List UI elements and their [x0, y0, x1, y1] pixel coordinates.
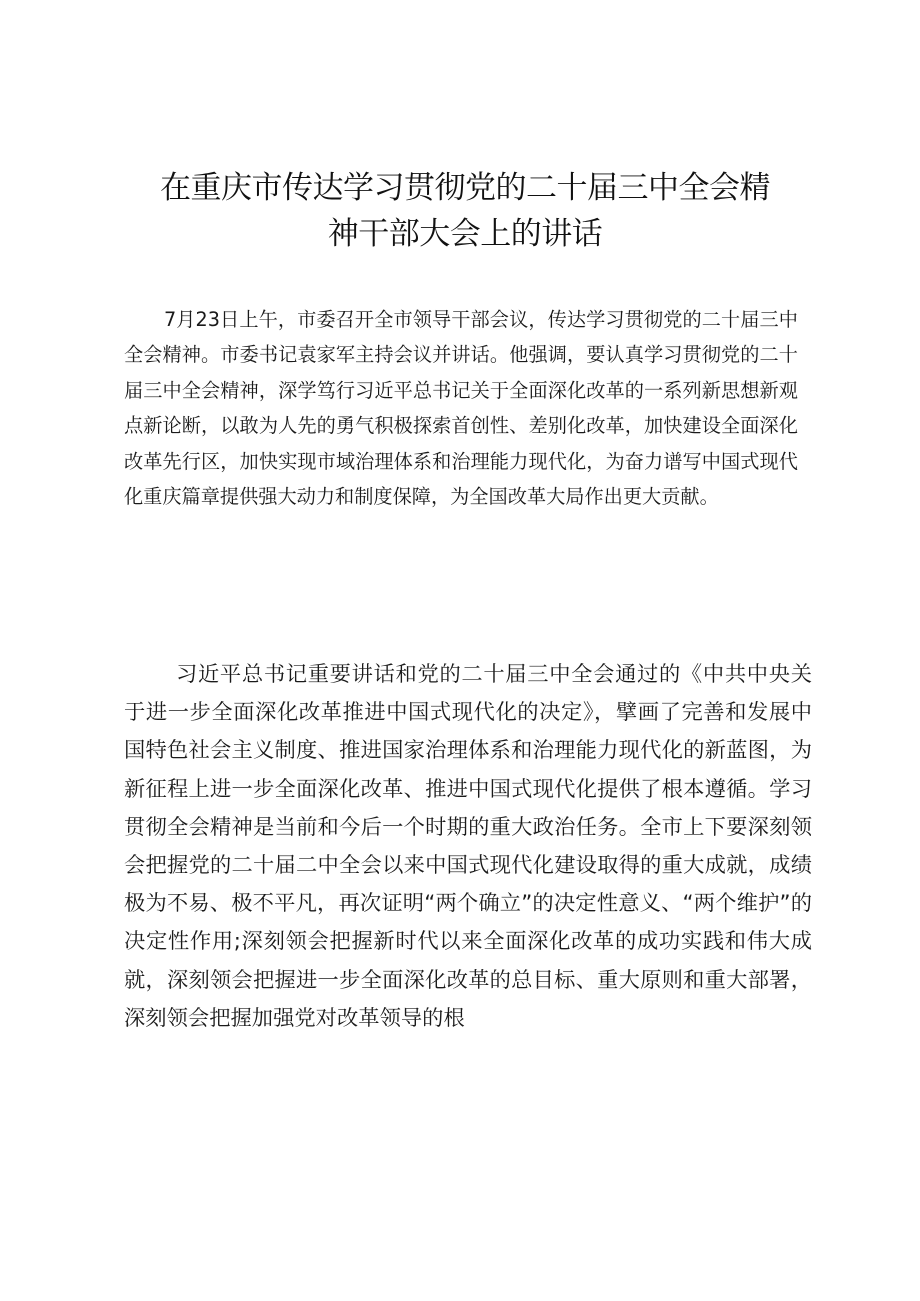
paragraph-body: 习近平总书记重要讲话和党的二十届三中全会通过的《中共中央关于进一步全面深化改革推进中国式现代化的决定》，擘画了完善和发展中国特色社会主义制度、推进国家治理体系和治理能力现代化的新蓝图，为新征程上进一步全面深化改革、推进中国式现代化提供了根本遵循。学习贯彻全会精神是当前和今后一个时期的重大政治任务。全市上下要深刻领会把握党的二十届二中全会以来中国式现代化建设取得的重大成就，成绩极为不易、极不平凡，再次证明“两个确立”的决定性意义、“两个维护”的决定性作用;深刻领会把握新时代以来全面深化改革的成功实践和伟大成就，深刻领会把握进一步全面深化改革的总目标、重大原则和重大部署，深刻领会把握加强党对改革领导的根: [124, 662, 812, 1031]
paragraph-intro: 7月23日上午，市委召开全市领导干部会议，传达学习贯彻党的二十届三中全会精神。市委书记袁家军主持会议并讲话。他强调，要认真学习贯彻党的二十届三中全会精神，深学笃行习近平总书记关于全面深化改革的一系列新思想新观点新论断，以敢为人先的勇气积极探索首创性、差别化改革，加快建设全面深化改革先行区，加快实现市域治理体系和治理能力现代化，为奋力谱写中国式现代化重庆篇章提供强大动力和制度保障，为全国改革大局作出更大贡献。: [124, 308, 798, 509]
title-line-2: 神干部大会上的讲话: [327, 216, 603, 252]
title-line-1: 在重庆市传达学习贯彻党的二十届三中全会精: [160, 170, 770, 206]
document-title: [120, 165, 810, 257]
